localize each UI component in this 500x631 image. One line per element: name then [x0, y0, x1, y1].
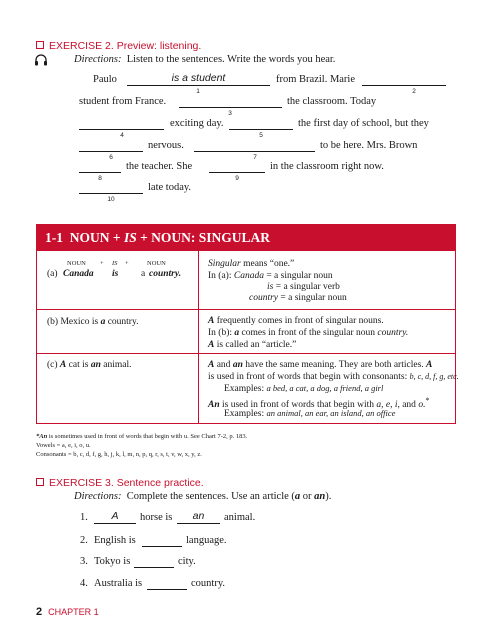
header-noun: NOUN — [147, 260, 166, 267]
example-b: (b) Mexico is a country. — [47, 317, 139, 327]
blank-number: 5 — [259, 132, 263, 139]
item-1-text: horse is — [140, 512, 173, 523]
text-the-teacher: the teacher. She — [126, 161, 193, 172]
item-3-text: Tokyo is — [94, 556, 131, 567]
example-c: (c) A cat is an animal. — [47, 360, 132, 370]
exercise-2-title: EXERCISE 2. Preview: listening. — [36, 40, 201, 52]
headphones-icon — [34, 54, 48, 66]
blank-4[interactable] — [79, 118, 164, 130]
footnote-vowels: Vowels = a, e, i, o, u. — [36, 442, 91, 449]
blank-7[interactable] — [194, 140, 315, 152]
blank-number: 8 — [98, 175, 102, 182]
text-exciting-day: exciting day. — [170, 118, 224, 129]
checkbox-icon — [36, 41, 44, 49]
item-number: 4. — [80, 578, 88, 589]
answer-1: is a student — [171, 72, 226, 84]
rule-is: is = a singular verb — [267, 282, 340, 292]
item-3-text-end: city. — [178, 556, 196, 567]
blank-number: 9 — [235, 175, 239, 182]
item-4-blank[interactable] — [147, 578, 187, 590]
text-late-today: late today. — [148, 182, 192, 193]
item-1-blank-2[interactable] — [177, 512, 220, 524]
page-footer — [36, 606, 99, 618]
blank-number: 2 — [412, 88, 416, 95]
chapter-label: CHAPTER 1 — [48, 607, 99, 617]
example-a: (a) — [47, 269, 58, 279]
text-first-day: the first day of school, but they — [298, 118, 429, 129]
exercise-3-directions: Directions: Complete the sentences. Use an article (a or an). — [74, 491, 332, 502]
blank-8[interactable] — [79, 161, 121, 173]
text-student-france: student from France. — [79, 96, 167, 107]
rule-examples-a: Examples: a bed, a cat, a dog, a friend, a girl — [224, 383, 384, 394]
column-divider — [198, 251, 199, 423]
blank-1[interactable] — [127, 74, 270, 86]
blank-number: 6 — [109, 154, 113, 161]
item-4-text-end: country. — [191, 578, 226, 589]
text-paulo: Paulo — [93, 74, 117, 85]
header-noun: NOUN — [67, 260, 86, 267]
text-in-classroom: in the classroom right now. — [270, 161, 384, 172]
item-number: 2. — [80, 535, 88, 546]
rule-country: country = a singular noun — [249, 293, 347, 303]
footnote-an: *An is sometimes used in front of words that begin with u. See Chart 7-2, p. 183. — [36, 433, 248, 440]
footnote-consonants: Consonants = b, c, d, f, g, h, j, k, l, m, n, p, q, r, s, t, v, w, x, y, z. — [36, 451, 202, 458]
exercise-3-title: EXERCISE 3. Sentence practice. — [36, 477, 204, 489]
header-plus: + — [100, 260, 104, 267]
page-number: 2 — [36, 606, 43, 618]
blank-9[interactable] — [209, 161, 265, 173]
rule-article: A is called an “article.” — [208, 340, 297, 350]
row-divider — [37, 309, 455, 310]
example-a-article: a — [141, 269, 146, 279]
rule-an-vowels: An is used in front of words that begin with a, e, i, and o.* — [208, 396, 430, 411]
item-2-text: English is — [94, 535, 136, 546]
blank-2[interactable] — [362, 74, 446, 86]
blank-number: 4 — [120, 132, 124, 139]
blank-10[interactable] — [79, 182, 143, 194]
blank-3[interactable] — [179, 96, 282, 108]
rule-singular: Singular means “one.” — [208, 259, 295, 269]
blank-number: 1 — [196, 88, 200, 95]
item-1-text-end: animal. — [224, 512, 256, 523]
item-2-blank[interactable] — [142, 535, 182, 547]
item-number: 3. — [80, 556, 88, 567]
header-is: IS — [112, 260, 118, 267]
item-number: 1. — [80, 512, 88, 523]
text-classroom-today: the classroom. Today — [287, 96, 377, 107]
rule-a-and-an: A and an have the same meaning. They are both articles. A — [208, 360, 433, 370]
rule-a-frequently: A frequently comes in front of singular nouns. — [208, 316, 384, 326]
item-3-blank[interactable] — [134, 556, 174, 568]
rule-in-b: In (b): a comes in front of the singular noun country. — [208, 328, 409, 338]
item-2-text-end: language. — [186, 535, 227, 546]
rule-examples-an: Examples: an animal, an ear, an island, an office — [224, 408, 396, 419]
item-1-blank-1[interactable] — [94, 512, 136, 524]
chart-heading: 1-1 NOUN + IS + NOUN: SINGULAR — [37, 225, 455, 251]
item-4-text: Australia is — [94, 578, 143, 589]
blank-6[interactable] — [79, 140, 143, 152]
item-1-answer-2: an — [192, 510, 205, 522]
blank-number: 3 — [228, 110, 232, 117]
text-to-be-here: to be here. Mrs. Brown — [320, 140, 418, 151]
blank-number: 10 — [107, 196, 115, 203]
blank-5[interactable] — [229, 118, 293, 130]
text-from-brazil: from Brazil. Marie — [276, 74, 356, 85]
checkbox-icon — [36, 478, 44, 486]
row-divider — [37, 353, 455, 354]
rule-in-a: In (a): Canada = a singular noun — [208, 271, 333, 281]
blank-number: 7 — [253, 154, 257, 161]
rule-consonants: is used in front of words that begin with consonants: b, c, d, f, g, etc. — [208, 372, 459, 382]
item-1-answer-1: A — [111, 510, 119, 522]
text-nervous: nervous. — [148, 140, 184, 151]
grammar-chart — [36, 224, 459, 424]
example-a-is: is — [112, 269, 119, 279]
exercise-2-directions: Directions: Listen to the sentences. Write the words you hear. — [74, 54, 336, 65]
header-plus: + — [125, 260, 129, 267]
example-a-canada: Canada — [63, 269, 94, 279]
example-a-country: country. — [149, 269, 182, 279]
